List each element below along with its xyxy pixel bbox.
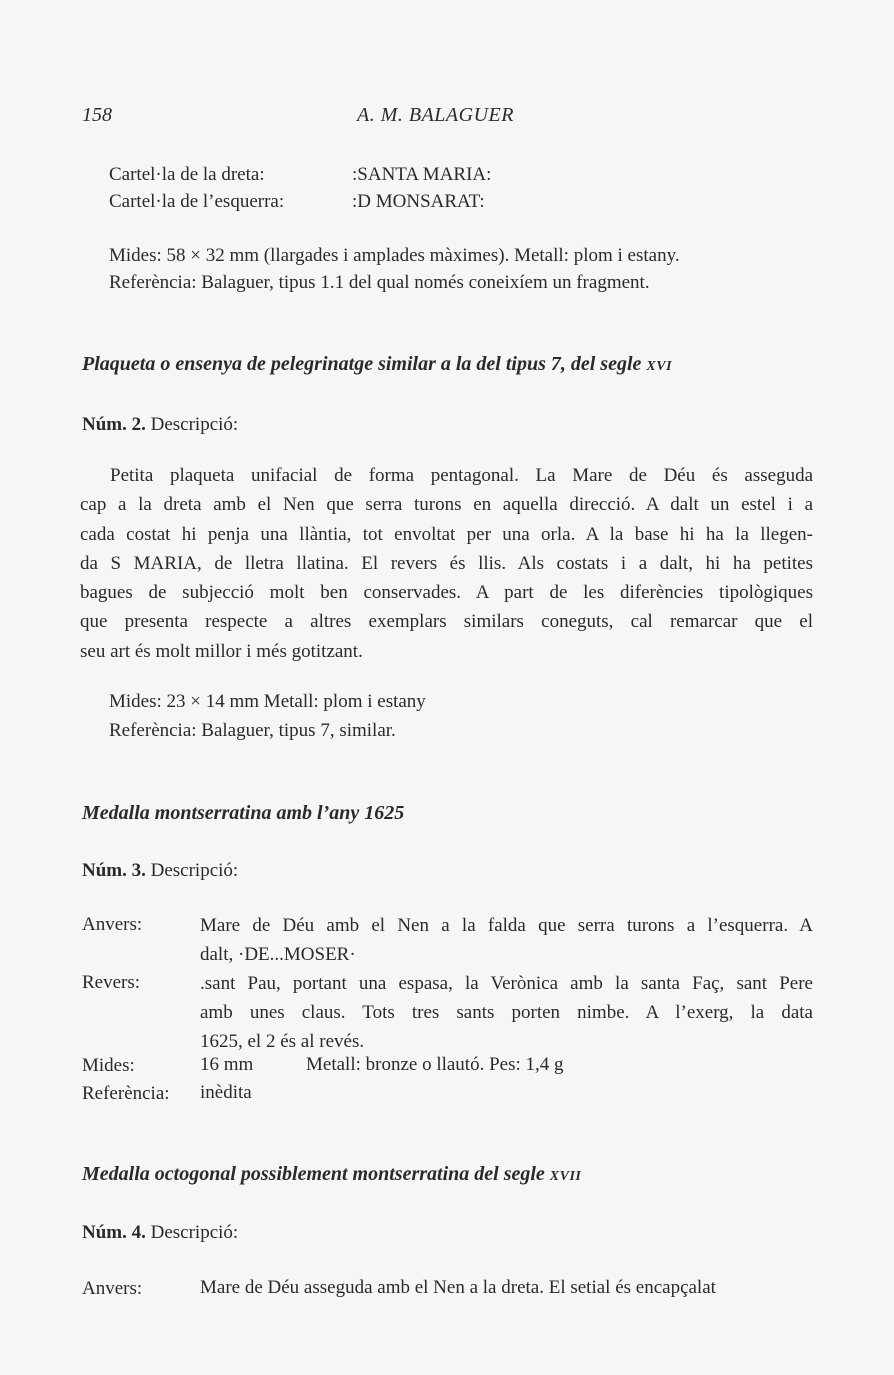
cartela-right-label: Cartel·la de la dreta: bbox=[109, 164, 265, 185]
cartela-left-label: Cartel·la de l’esquerra: bbox=[109, 191, 285, 212]
item2-description-line: Petita plaqueta unifacial de forma pentagonal. La Mare de Déu és asseguda bbox=[110, 465, 813, 486]
item3-number-rest: Descripció: bbox=[145, 860, 239, 881]
item2-description-line: seu art és molt millor i més gotitzant. bbox=[80, 640, 363, 662]
item2-heading-century: XVI bbox=[646, 359, 673, 374]
item2-referencia: Referència: Balaguer, tipus 7, similar. bbox=[109, 720, 396, 741]
item2-heading-text: Plaqueta o ensenya de pelegrinatge similar a la del tipus 7, del segle bbox=[82, 353, 642, 375]
item2-description-line: cada costat hi penja una llàntia, tot envoltat per una orla. A la base hi ha la llegen- bbox=[80, 523, 813, 545]
item2-number-bold: Núm. 2. bbox=[82, 414, 146, 435]
item4-anvers-value: Mare de Déu asseguda amb el Nen a la dreta. El setial és encapçalat bbox=[200, 1277, 716, 1298]
item2-mides: Mides: 23 × 14 mm Metall: plom i estany bbox=[109, 691, 426, 712]
item3-mides-value: 16 mm bbox=[200, 1054, 254, 1075]
item4-heading-century: XVII bbox=[549, 1169, 582, 1184]
item4-number-rest: Descripció: bbox=[145, 1222, 239, 1243]
page-number: 158 bbox=[82, 104, 112, 126]
item4-anvers-label: Anvers: bbox=[82, 1278, 143, 1299]
item3-anvers-value bbox=[200, 911, 813, 969]
item2-number-rest: Descripció: bbox=[145, 414, 239, 435]
item2-description-line: cap a la dreta amb el Nen que serra turons en aquella direcció. A dalt un estel i a bbox=[80, 494, 813, 516]
item3-referencia-label: Referència: bbox=[82, 1083, 170, 1104]
item3-revers-line: amb unes claus. Tots tres sants porten nimbe. A l’exerg, la data bbox=[200, 1002, 813, 1023]
cartela-left-value: :D MONSARAT: bbox=[352, 191, 485, 212]
item3-mides-label: Mides: bbox=[82, 1055, 135, 1076]
item3-number bbox=[82, 860, 238, 882]
item3-revers-value bbox=[200, 969, 813, 1056]
item2-description-line: que presenta respecte a altres exemplars similars coneguts, cal remarcar que el bbox=[80, 611, 813, 633]
cartela-right-value: :SANTA MARIA: bbox=[352, 164, 492, 185]
item4-number-bold: Núm. 4. bbox=[82, 1222, 146, 1243]
item3-revers-label: Revers: bbox=[82, 972, 141, 993]
item3-anvers-label: Anvers: bbox=[82, 914, 143, 935]
item4-heading-text: Medalla octogonal possiblement montserratina del segle bbox=[82, 1163, 545, 1185]
item1-mides: Mides: 58 × 32 mm (llargades i amplades màximes). Metall: plom i estany. bbox=[109, 245, 680, 266]
item2-heading bbox=[82, 353, 672, 376]
item1-referencia: Referència: Balaguer, tipus 1.1 del qual només coneixíem un fragment. bbox=[109, 272, 650, 293]
item4-number bbox=[82, 1222, 238, 1244]
running-header bbox=[82, 104, 812, 134]
item3-metall: Metall: bronze o llautó. Pes: 1,4 g bbox=[306, 1054, 564, 1075]
item2-description bbox=[80, 461, 813, 666]
item3-revers-line: 1625, el 2 és al revés. bbox=[200, 1031, 365, 1052]
item2-description-line: bagues de subjecció molt ben conservades. A part de les diferències tipològiques bbox=[80, 582, 813, 604]
item3-anvers-line: Mare de Déu amb el Nen a la falda que serra turons a l’esquerra. A bbox=[200, 915, 813, 936]
item3-heading: Medalla montserratina amb l’any 1625 bbox=[82, 802, 405, 824]
item3-anvers-line: dalt, ·DE...MOSER· bbox=[200, 944, 356, 965]
item3-number-bold: Núm. 3. bbox=[82, 860, 146, 881]
item3-referencia-value: inèdita bbox=[200, 1082, 252, 1103]
item2-number bbox=[82, 414, 238, 436]
running-author: A. M. BALAGUER bbox=[357, 104, 514, 126]
item2-description-line: da S MARIA, de lletra llatina. El revers és llis. Als costats i a dalt, hi ha petites bbox=[80, 552, 813, 574]
item4-heading bbox=[82, 1163, 581, 1186]
item3-revers-line: .sant Pau, portant una espasa, la Verònica amb la santa Faç, sant Pere bbox=[200, 973, 813, 994]
